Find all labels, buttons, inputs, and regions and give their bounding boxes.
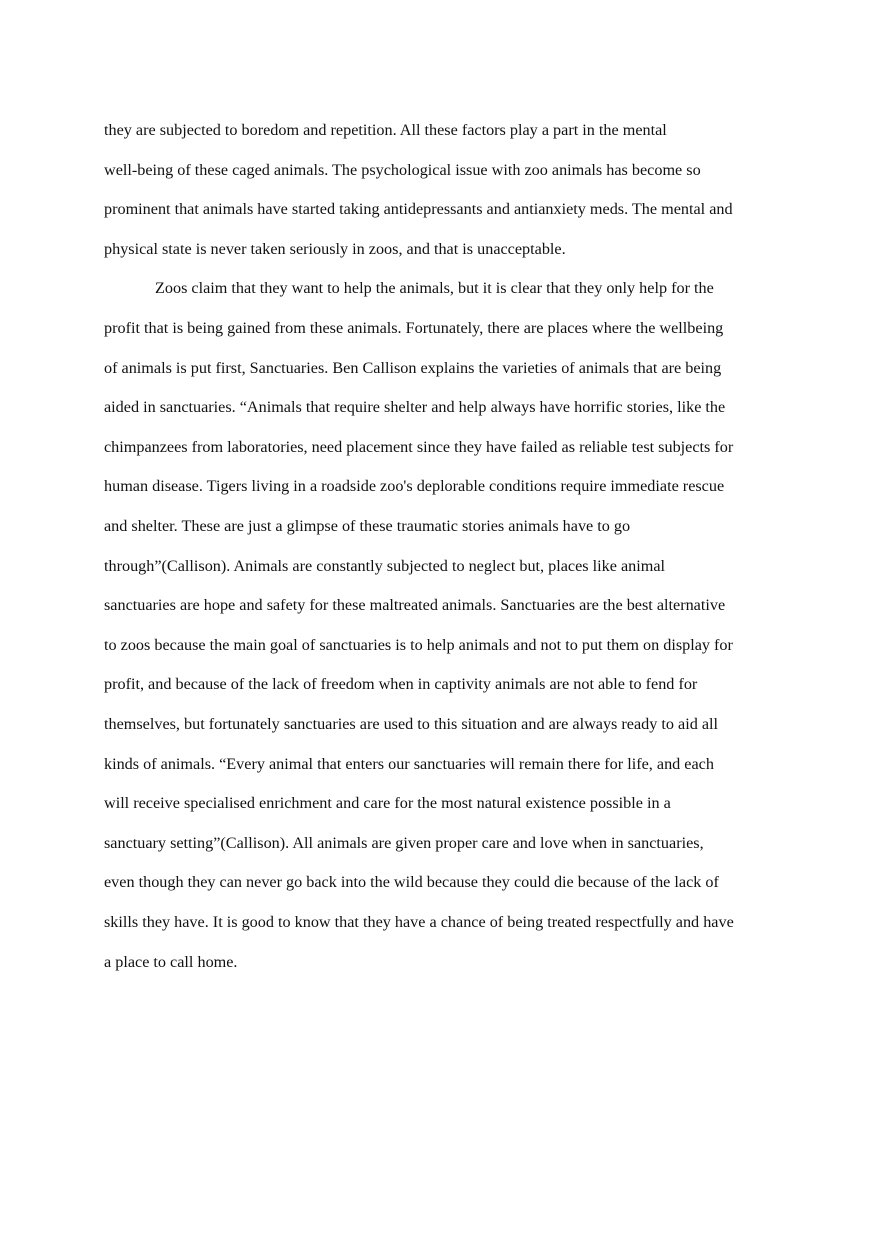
text-line: physical state is never taken seriously in zoos, and that is unacceptable. xyxy=(104,239,566,258)
text-line: they are subjected to boredom and repetition. All these factors play a part in the mental xyxy=(104,121,667,139)
text-line: sanctuary setting”(Callison). All animals are given proper care and love when in sanctuaries, xyxy=(104,833,704,852)
text-line: through”(Callison). Animals are constantly subjected to neglect but, places like animal xyxy=(104,556,666,575)
text-line: even though they can never go back into the wild because they could die because of the lack of xyxy=(104,873,719,892)
text-line: profit that is being gained from these animals. Fortunately, there are places where the wellbeing xyxy=(104,319,724,337)
text-line: to zoos because the main goal of sanctuaries is to help animals and not to put them on display for xyxy=(104,635,733,654)
text-line: prominent that animals have started taking antidepressants and antianxiety meds. The mental and xyxy=(104,200,733,219)
text-line: skills they have. It is good to know that they have a chance of being treated respectfully and have xyxy=(104,913,734,931)
text-line: and shelter. These are just a glimpse of these traumatic stories animals have to go xyxy=(104,517,631,535)
text-line: well-being of these caged animals. The psychological issue with zoo animals has become so xyxy=(104,160,701,179)
text-line: Zoos claim that they want to help the animals, but it is clear that they only help for the xyxy=(155,279,714,298)
text-line: themselves, but fortunately sanctuaries are used to this situation and are always ready to aid all xyxy=(104,715,719,733)
text-line: a place to call home. xyxy=(104,952,238,971)
text-line: of animals is put first, Sanctuaries. Ben Callison explains the varieties of animals that are being xyxy=(104,358,722,377)
text-line: profit, and because of the lack of freedom when in captivity animals are not able to fend for xyxy=(104,675,698,694)
text-line: chimpanzees from laboratories, need placement since they have failed as reliable test subjects for xyxy=(104,437,734,456)
text-line: kinds of animals. “Every animal that enters our sanctuaries will remain there for life, and each xyxy=(104,754,714,773)
text-line: will receive specialised enrichment and care for the most natural existence possible in a xyxy=(104,794,671,813)
text-line: human disease. Tigers living in a roadside zoo's deplorable conditions require immediate rescue xyxy=(104,477,725,496)
text-line: aided in sanctuaries. “Animals that require shelter and help always have horrific stories, like the xyxy=(104,398,726,417)
text-line: sanctuaries are hope and safety for these maltreated animals. Sanctuaries are the best alternative xyxy=(104,596,726,615)
